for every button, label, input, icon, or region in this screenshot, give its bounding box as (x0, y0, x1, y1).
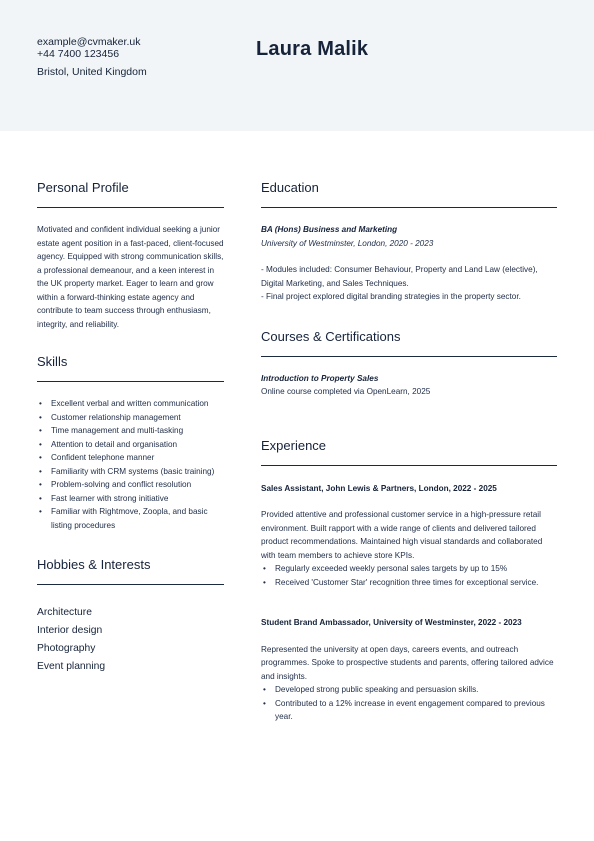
job-bullet: • Regularly exceeded weekly personal sales targets by up to 15% (261, 562, 557, 576)
section-title-education: Education (261, 180, 557, 208)
education-detail-line: - Modules included: Consumer Behaviour, Property and Land Law (elective), Digital Marketing, and Sales Techniques. (261, 265, 538, 288)
header-band (0, 0, 594, 131)
job-bullet: • Contributed to a 12% increase in event engagement compared to previous year. (261, 697, 557, 724)
right-column (261, 180, 557, 724)
course-name: Introduction to Property Sales (261, 373, 379, 383)
section-title-profile: Personal Profile (37, 180, 224, 208)
left-column (37, 180, 224, 676)
skill-item: • Excellent verbal and written communication (37, 397, 224, 411)
hobby-item: Photography (37, 643, 96, 654)
skill-item: • Attention to detail and organisation (37, 438, 224, 452)
education-degree: BA (Hons) Business and Marketing (261, 225, 398, 234)
job-bullets (261, 683, 557, 724)
job-title: Student Brand Ambassador, University of Westminster, 2022 - 2023 (261, 618, 522, 627)
job-bullet: • Developed strong public speaking and persuasion skills. (261, 683, 557, 697)
job-title: Sales Assistant, John Lewis & Partners, London, 2022 - 2025 (261, 483, 497, 493)
job-bullets (261, 562, 557, 589)
education-school: University of Westminster, London, 2020 - 2023 (261, 238, 434, 248)
hobbies-list (37, 604, 224, 676)
education-detail-line: - Final project explored digital branding strategies in the property sector. (261, 292, 521, 301)
job-description: Represented the university at open days, careers events, and outreach programmes. Spoke to prospective students and parents, offering tailored advice and insights. (261, 644, 554, 681)
skill-item: • Familiar with Rightmove, Zoopla, and basic listing procedures (37, 505, 224, 532)
education-details (261, 263, 557, 304)
skill-item: • Problem-solving and conflict resolution (37, 478, 224, 492)
hobby-item: Architecture (37, 607, 92, 618)
profile-text: Motivated and confident individual seeking a junior estate agent position in a fast-paced, client-focused agency. Equipped with strong communication skills, a professional demeanour, and a keen interest in the UK property market. Eager to learn and grow within a forward-thinking estate agency and contribute to team success through enthusiasm, integrity, and reliability. (37, 225, 224, 329)
hobby-item: Event planning (37, 661, 106, 672)
course-description: Online course completed via OpenLearn, 2025 (261, 387, 431, 396)
section-title-skills: Skills (37, 354, 224, 382)
skills-list (37, 397, 224, 532)
candidate-name: Laura Malik (256, 38, 369, 60)
email-text[interactable]: example@cvmaker.uk (37, 36, 141, 48)
skill-item: • Familiarity with CRM systems (basic training) (37, 465, 224, 479)
section-title-courses: Courses & Certifications (261, 329, 557, 357)
job-description: Provided attentive and professional customer service in a high-pressure retail environment. Built rapport with a wide range of clients and delivered tailored product recommendations. Maintained high visual standards and collaborated with team members to achieve store KPIs. (261, 510, 543, 560)
phone-text: +44 7400 123456 (37, 48, 120, 60)
skill-item: • Time management and multi-tasking (37, 424, 224, 438)
skill-item: • Fast learner with strong initiative (37, 492, 224, 506)
skill-item: • Customer relationship management (37, 411, 224, 425)
location-text: Bristol, United Kingdom (37, 66, 147, 78)
contact-block (37, 36, 147, 78)
job-entry (261, 616, 557, 724)
section-title-hobbies: Hobbies & Interests (37, 557, 224, 585)
job-bullet: • Received 'Customer Star' recognition three times for exceptional service. (261, 576, 557, 590)
section-title-experience: Experience (261, 438, 557, 466)
job-entry (261, 482, 557, 590)
hobby-item: Interior design (37, 625, 103, 636)
skill-item: • Confident telephone manner (37, 451, 224, 465)
